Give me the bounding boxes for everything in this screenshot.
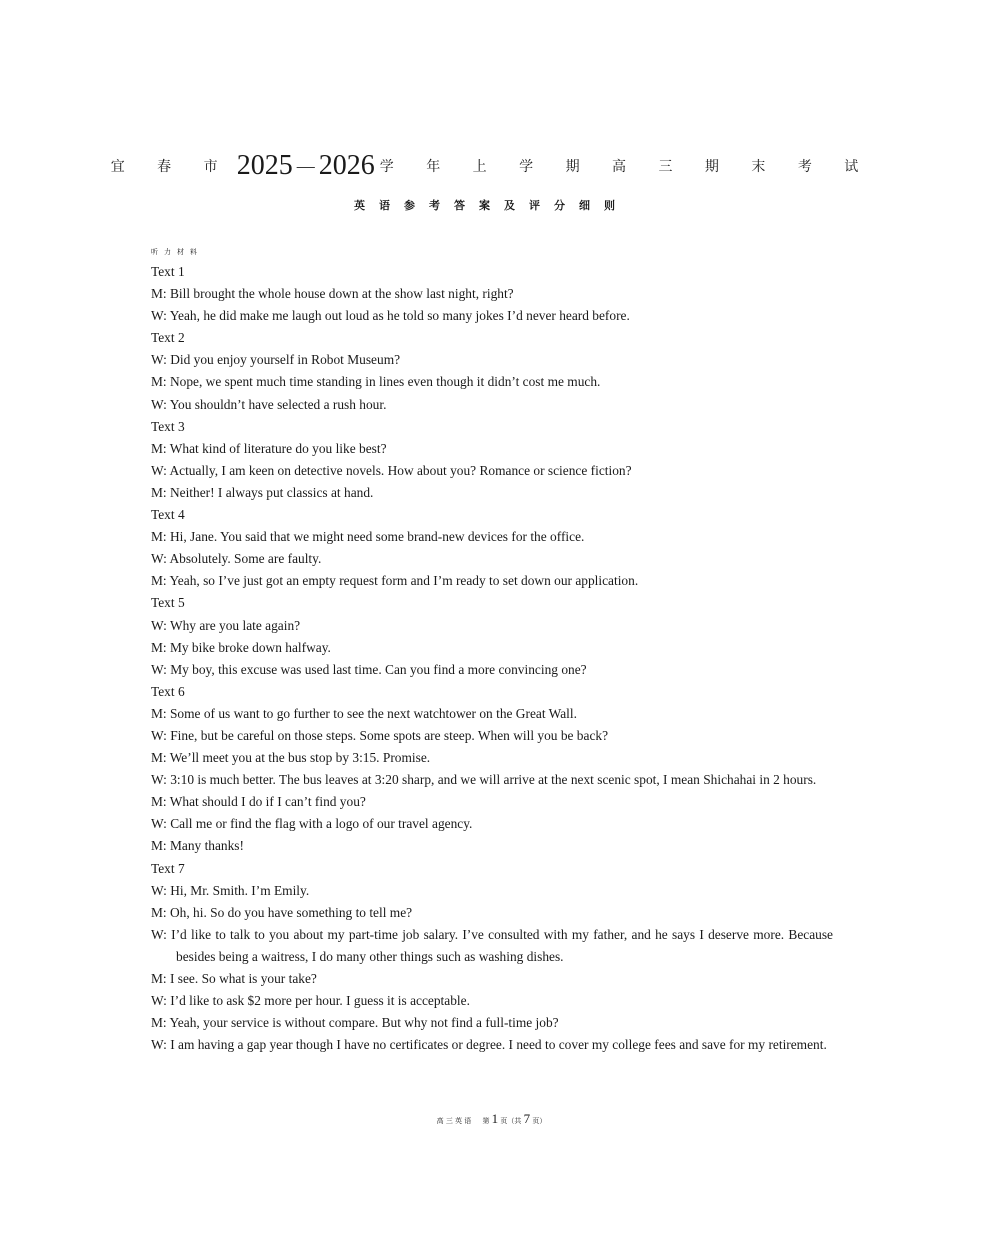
dialogue-line: M: We’ll meet you at the bus stop by 3:15. Promise. [151, 750, 431, 766]
exam-subtitle: 英语参考答案及评分细则 [354, 199, 629, 212]
footer-page-suffix: 页） [532, 1117, 547, 1125]
page-footer [0, 1111, 983, 1127]
footer-subject: 高 三 英 语 [436, 1117, 472, 1125]
text-heading: Text 4 [151, 507, 185, 523]
dialogue-line: M: Many thanks! [151, 838, 244, 854]
title-rest: 学 年 上 学 期 高 三 期 末 考 试 [379, 159, 873, 175]
dialogue-line: W: Fine, but be careful on those steps. Some spots are steep. When will you be back? [151, 727, 609, 743]
dialogue-line: W: Did you enjoy yourself in Robot Museum? [151, 352, 401, 368]
title-dash: — [296, 155, 315, 176]
transcript-body [151, 261, 833, 1056]
text-heading: Text 1 [151, 264, 185, 279]
dialogue-line: W: Yeah, he did make me laugh out loud as he told so many jokes I’d never heard before. [151, 308, 630, 324]
exam-title [0, 150, 983, 182]
text-heading: Text 3 [151, 418, 185, 434]
dialogue-line: M: What should I do if I can’t find you? [151, 794, 366, 810]
dialogue-line: M: Bill brought the whole house down at the show last night, right? [151, 286, 514, 302]
text-heading: Text 5 [151, 595, 185, 611]
dialogue-line: M: Neither! I always put classics at hand. [151, 484, 374, 500]
text-heading: Text 7 [151, 860, 185, 876]
title-city: 宜 春 市 [110, 159, 232, 175]
dialogue-line: M: Hi, Jane. You said that we might need some brand-new devices for the office. [151, 529, 585, 545]
dialogue-line: W: Absolutely. Some are faulty. [151, 551, 322, 567]
dialogue-line: M: Yeah, so I’ve just got an empty request form and I’m ready to set down our application. [151, 573, 639, 589]
dialogue-line: W: Call me or find the flag with a logo of our travel agency. [151, 816, 473, 832]
dialogue-line: W: I’d like to ask $2 more per hour. I guess it is acceptable. [151, 993, 470, 1009]
title-year-end: 2026 [318, 150, 375, 181]
dialogue-line: M: I see. So what is your take? [151, 971, 317, 986]
dialogue-line: M: Oh, hi. So do you have something to tell me? [151, 904, 413, 920]
footer-page-mid: 页（共 [500, 1117, 522, 1125]
dialogue-line: W: 3:10 is much better. The bus leaves at 3:20 sharp, and we will arrive at the next scenic spot, I mean Shichahai in 2 hours. [151, 772, 817, 788]
dialogue-line: W: Why are you late again? [151, 617, 301, 633]
section-label: 听力材料 [151, 248, 203, 256]
dialogue-line: W: You shouldn’t have selected a rush hour. [151, 396, 387, 412]
dialogue-line: W: I’d like to talk to you about my part-time job salary. I’ve consulted with my father, and he says I deserve more. Because besides being a waitress, I do many other things such as washing dishes. [151, 926, 833, 964]
dialogue-line: M: What kind of literature do you like best? [151, 440, 387, 456]
dialogue-line: M: My bike broke down halfway. [151, 639, 331, 655]
dialogue-line: W: Hi, Mr. Smith. I’m Emily. [151, 882, 310, 898]
text-heading: Text 2 [151, 330, 185, 346]
dialogue-line: W: Actually, I am keen on detective novels. How about you? Romance or science fiction? [151, 462, 632, 478]
dialogue-line: W: My boy, this excuse was used last time. Can you find a more convincing one? [151, 661, 587, 677]
title-year-start: 2025 [236, 150, 293, 181]
footer-total-pages: 7 [523, 1111, 531, 1126]
footer-page-number: 1 [491, 1111, 499, 1126]
dialogue-line: W: I am having a gap year though I have no certificates or degree. I need to cover my college fees and save for my retirement. [151, 1037, 827, 1053]
dialogue-line: M: Nope, we spent much time standing in lines even though it didn’t cost me much. [151, 374, 601, 390]
dialogue-line: M: Yeah, your service is without compare. But why not find a full-time job? [151, 1015, 559, 1031]
text-heading: Text 6 [151, 683, 185, 699]
dialogue-line: M: Some of us want to go further to see the next watchtower on the Great Wall. [151, 705, 577, 721]
footer-page-prefix: 第 [482, 1117, 490, 1125]
